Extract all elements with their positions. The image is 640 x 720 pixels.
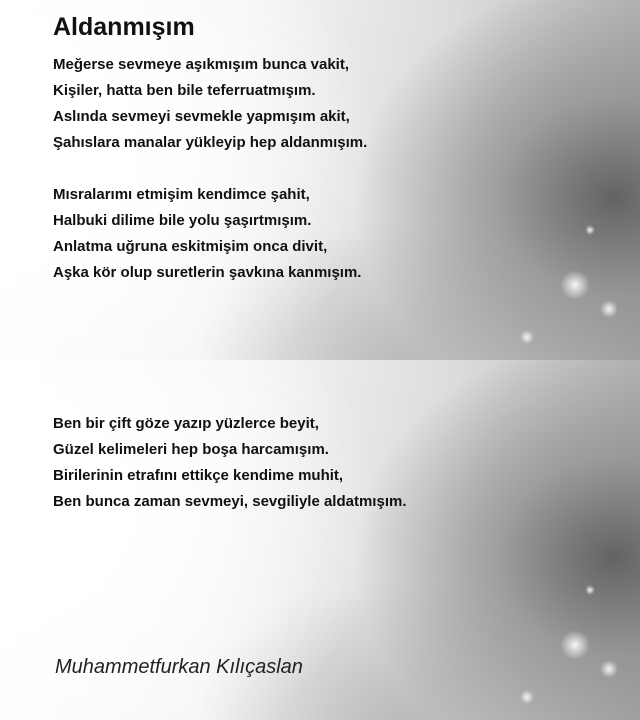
poem-line: Mısralarımı etmişim kendimce şahit, [53, 186, 310, 203]
poem-stanza [53, 52, 367, 156]
poem-line: Birilerinin etrafını ettikçe kendime muhit, [53, 467, 344, 484]
poem-line: Halbuki dilime bile yolu şaşırtmışım. [53, 212, 312, 229]
poem-line: Meğerse sevmeye aşıkmışım bunca vakit, [53, 56, 350, 73]
bokeh-light [585, 225, 595, 235]
poem-author: Muhammetfurkan Kılıçaslan [55, 656, 303, 678]
bokeh-light [585, 585, 595, 595]
poem-stanza [53, 182, 361, 286]
bokeh-light [560, 270, 590, 300]
bokeh-light [600, 300, 618, 318]
poem-title: Aldanmışım [53, 13, 195, 41]
poem-page-bottom [0, 360, 640, 720]
poem-line: Kişiler, hatta ben bile teferruatmışım. [53, 82, 316, 99]
poem-line: Anlatma uğruna eskitmişim onca divit, [53, 238, 328, 255]
poem-line: Aşka kör olup suretlerin şavkına kanmışım. [53, 264, 362, 281]
poem-line: Ben bir çift göze yazıp yüzlerce beyit, [53, 415, 319, 432]
poem-line: Ben bunca zaman sevmeyi, sevgiliyle aldatmışım. [53, 493, 407, 510]
poem-line: Aslında sevmeyi sevmekle yapmışım akit, [53, 108, 350, 125]
bokeh-light [520, 690, 534, 704]
bokeh-light [560, 630, 590, 660]
poem-stanza [53, 411, 407, 515]
bokeh-light [520, 330, 534, 344]
bokeh-light [600, 660, 618, 678]
poem-line: Güzel kelimeleri hep boşa harcamışım. [53, 441, 329, 458]
poem-line: Şahıslara manalar yükleyip hep aldanmışım. [53, 134, 368, 151]
